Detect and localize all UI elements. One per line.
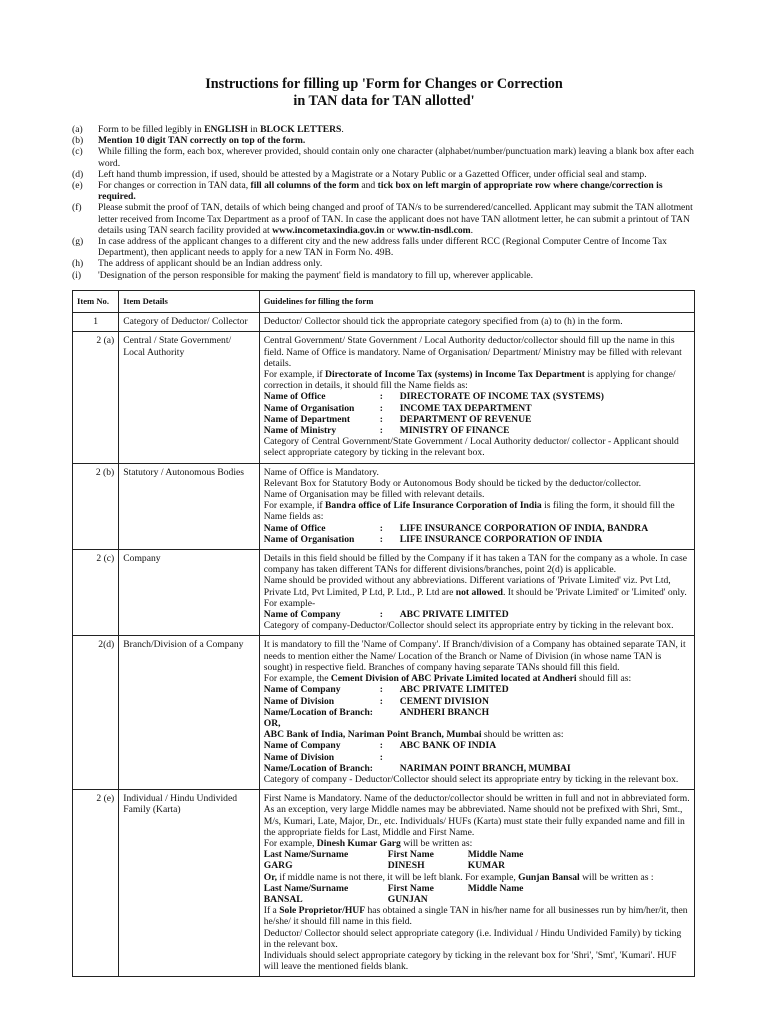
table-row — [73, 463, 695, 549]
instruction-item: (g) In case address of the applicant changes to a different city and the new address falls under different RCC (Regional Computer Centre of Income Tax Department), then applicant needs to apply for a new TAN in Form No. 49B. — [72, 236, 667, 259]
instruction-item: (a) Form to be filled legibly in ENGLISH in BLOCK LETTERS. — [72, 124, 344, 135]
title-line-2: in TAN data for TAN allotted' — [293, 93, 475, 109]
table-header-row — [73, 291, 695, 313]
item-details: Company — [119, 550, 260, 636]
guideline-text: Central Government/ State Government / Local Authority deductor/collector should fill up the name in this field. Name of Office is mandatory. Name of Organisation/ Department/ Ministry may be filled with relevant details. For example, if Directorate of Income Tax (systems) in Income Tax Department is applying for change/ correction in details, it should fill the Name fields as: Name of Office : DIRECTORATE OF INCOME TAX (SYSTEMS) Name of Organisation : INCOME TAX DEPARTMENT Name of Department : DEPARTMENT OF REVENUE Name of Ministry : MINISTRY OF FINANCE Category of Central Government/State Government / Local Authority deductor/ collector - Applicant should select appropriate category by ticking in the relevant box. — [259, 332, 694, 463]
item-number: 2 (b) — [73, 463, 119, 549]
table-row — [73, 332, 695, 463]
guideline-text: It is mandatory to fill the 'Name of Company'. If Branch/division of a Company has obtained separate TAN, it needs to mention either the Name/ Location of the Branch or Name of Division (in whose name TAN is sought) in respective field. Branches of company having separate TANs should fill this field. For example, the Cement Division of ABC Private Limited located at Andheri should fill as: Name of Company : ABC PRIVATE LIMITED Name of Division : CEMENT DIVISION Name/Location of Branch: ANDHERI BRANCH OR, ABC Bank of India, Nariman Point Branch, Mumbai should be written as: Name of Company : ABC BANK OF INDIA Name of Division : Name/Location of Branch: NARIMAN POINT BRANCH, MUMBAI Category of company - Deductor/Collector should select its appropriate entry by ticking in the relevant box. — [259, 636, 694, 790]
item-number: 2(d) — [73, 636, 119, 790]
instruction-item: (e) For changes or correction in TAN data, fill all columns of the form and tick box on left margin of appropriate row where change/correction is required. — [72, 180, 663, 203]
guidelines-table — [72, 290, 695, 977]
table-row — [73, 636, 695, 790]
guideline-text: Details in this field should be filled by the Company if it has taken a TAN for the company as a whole. In case company has taken different TANs for different divisions/branches, point 2(d) is applicable. Name should be provided without any abbreviations. Different variations of 'Private Limited' viz. Pvt Ltd, Private Ltd, Pvt Limited, P Ltd, P. Ltd., P. Ltd are not allowed. It should be 'Private Limited' or 'Limited' only. For example- Name of Company : ABC PRIVATE LIMITED Category of company-Deductor/Collector should select its appropriate entry by ticking in the relevant box. — [259, 550, 694, 636]
document-title — [0, 76, 768, 110]
title-line-1: Instructions for filling up 'Form for Changes or Correction — [205, 76, 563, 92]
header-item-details: Item Details — [119, 291, 260, 313]
header-guidelines: Guidelines for filling the form — [259, 291, 694, 313]
guideline-text: Name of Office is Mandatory. Relevant Box for Statutory Body or Autonomous Body should be ticked by the deductor/collector. Name of Organisation may be filled with relevant details. For example, if Bandra office of Life Insurance Corporation of India is filing the form, it should fill the Name fields as: Name of Office : LIFE INSURANCE CORPORATION OF INDIA, BANDRA Name of Organisation : LIFE INSURANCE CORPORATION OF INDIA — [259, 463, 694, 549]
guideline-text: First Name is Mandatory. Name of the deductor/collector should be written in full and not in abbreviated form. As an exception, very large Middle names may be abbreviated. Name should not be prefixed with Shri, Smt., M/s, Kumari, Late, Major, Dr., etc. Individuals/ HUFs (Karta) must state their fully expanded name and fill in the appropriate fields for Last, Middle and First Name. For example, Dinesh Kumar Garg will be written as: Last Name/Surname First Name Middle Name GARG DINESH KUMAR Or, if middle name is not there, it will be left blank. For example, Gunjan Bansal will be written as : Last Name/Surname First Name Middle Name BANSAL GUNJAN If a Sole Proprietor/HUF has obtained a single TAN in his/her name for all businesses run by him/her/it, then he/she/ it should fill name in this field. Deductor/ Collector should select appropriate category (i.e. Individual / Hindu Undivided Family) by ticking in the relevant box. Individuals should select appropriate category by ticking in the relevant box for 'Shri', 'Smt', 'Kumari'. HUF will leave the mentioned fields blank. — [259, 790, 694, 977]
item-details: Statutory / Autonomous Bodies — [119, 463, 260, 549]
instruction-item: (b) Mention 10 digit TAN correctly on top of the form. — [72, 135, 306, 147]
item-details: Individual / Hindu Undivided Family (Karta) — [119, 790, 260, 977]
item-details: Category of Deductor/ Collector — [119, 313, 260, 332]
instruction-item: (d) Left hand thumb impression, if used, should be attested by a Magistrate or a Notary Public or a Gazetted Officer, under official seal and stamp. — [72, 168, 647, 180]
item-number: 1 — [73, 313, 119, 332]
instruction-item: (c) While filling the form, each box, wherever provided, should contain only one character (alphabet/number/punctuation mark) leaving a blank box after each word. — [72, 146, 694, 169]
item-details: Central / State Government/ Local Authority — [119, 332, 260, 463]
instruction-item: (f) Please submit the proof of TAN, details of which being changed and proof of TAN/s to be surrendered/cancelled. Applicant may submit the TAN allotment letter received from Income Tax Department as a proof of TAN. In case the applicant does not have TAN allotment letter, he can submit a printout of TAN details using TAN search facility provided at www.incometaxindia.gov.in or www.tin-nsdl.com. — [72, 202, 693, 236]
item-number: 2 (a) — [73, 332, 119, 463]
table-row — [73, 550, 695, 636]
table-row — [73, 313, 695, 332]
guideline-text: Deductor/ Collector should tick the appropriate category specified from (a) to (h) in the form. — [259, 313, 694, 332]
item-number: 2 (e) — [73, 790, 119, 977]
item-details: Branch/Division of a Company — [119, 636, 260, 790]
instruction-item: (h) The address of applicant should be an Indian address only. — [72, 258, 323, 270]
table-row — [73, 790, 695, 977]
instruction-item: (i) 'Designation of the person responsible for making the payment' field is mandatory to fill up, wherever applicable. — [72, 269, 534, 281]
instruction-list — [72, 124, 696, 281]
item-number: 2 (c) — [73, 550, 119, 636]
header-item-no: Item No. — [73, 291, 119, 313]
